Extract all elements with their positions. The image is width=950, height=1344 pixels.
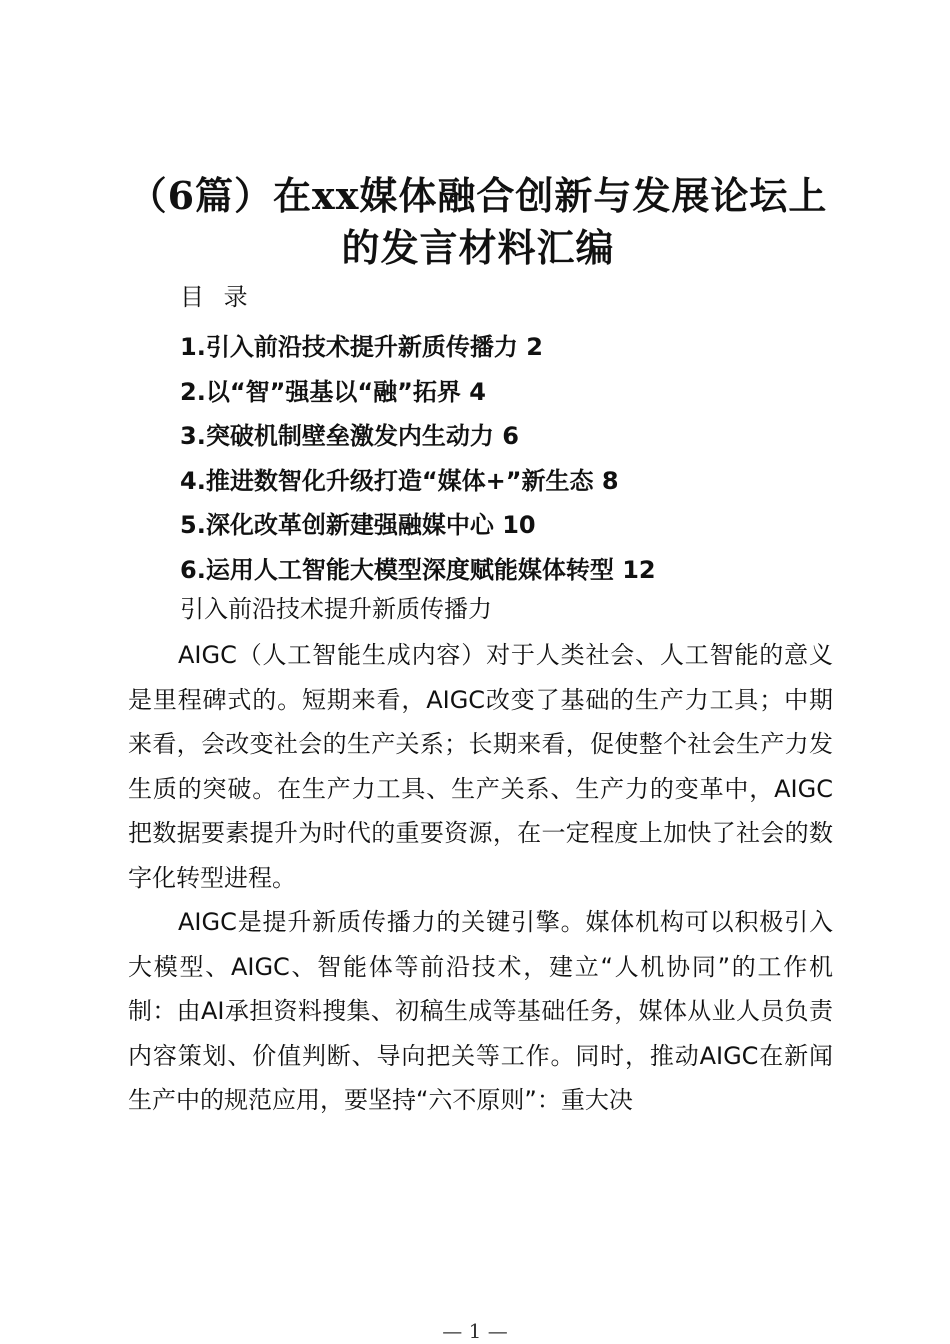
document-title: （6篇）在xx媒体融合创新与发展论坛上的发言材料汇编 [128,173,828,270]
section-heading: 引入前沿技术提升新质传播力 [180,595,492,623]
body-paragraph: AIGC（人工智能生成内容）对于人类社会、人工智能的意义是里程碑式的。短期来看，AIGC改变了基础的生产力工具；中期来看，会改变社会的生产关系；长期来看，促使整个社会生产力发生质的突破。在生产力工具、生产关系、生产力的变革中，AIGC把数据要素提升为时代的重要资源，在一定程度上加快了社会的数字化转型进程。 [128,641,833,892]
toc-item[interactable] [180,414,656,459]
toc-item-label: 1.引入前沿技术提升新质传播力 [180,333,518,361]
toc-item[interactable] [180,503,656,548]
toc-item-page: 6 [502,422,519,451]
toc-item-label: 6.运用人工智能大模型深度赋能媒体转型 [180,555,614,584]
toc-item[interactable] [180,548,656,593]
page-number: — 1 — [442,1319,508,1343]
toc-item-page: 12 [622,555,656,584]
toc-heading: 目 录 [180,283,254,311]
toc-item-label: 2.以“智”强基以“融”拓界 [180,377,461,406]
toc-item-page: 10 [502,511,536,540]
toc-item-label: 4.推进数智化升级打造“媒体+”新生态 [180,466,594,495]
toc-item-page: 2 [526,333,543,361]
table-of-contents [180,325,656,593]
toc-item[interactable] [180,370,656,415]
toc-item-page: 4 [469,377,486,406]
toc-item[interactable] [180,325,656,370]
toc-item[interactable] [180,459,656,504]
toc-item-page: 8 [601,466,619,495]
body-paragraph: AIGC是提升新质传播力的关键引擎。媒体机构可以积极引入大模型、AIGC、智能体等前沿技术，建立“人机协同”的工作机制：由AI承担资料搜集、初稿生成等基础任务，媒体从业人员负责内容策划、价值判断、导向把关等工作。同时，推动AIGC在新闻生产中的规范应用，要坚持“六不原则”：重大决 [128,908,833,1115]
toc-item-label: 5.深化改革创新建强融媒中心 [180,511,494,540]
toc-item-label: 3.突破机制壁垒激发内生动力 [180,422,494,451]
